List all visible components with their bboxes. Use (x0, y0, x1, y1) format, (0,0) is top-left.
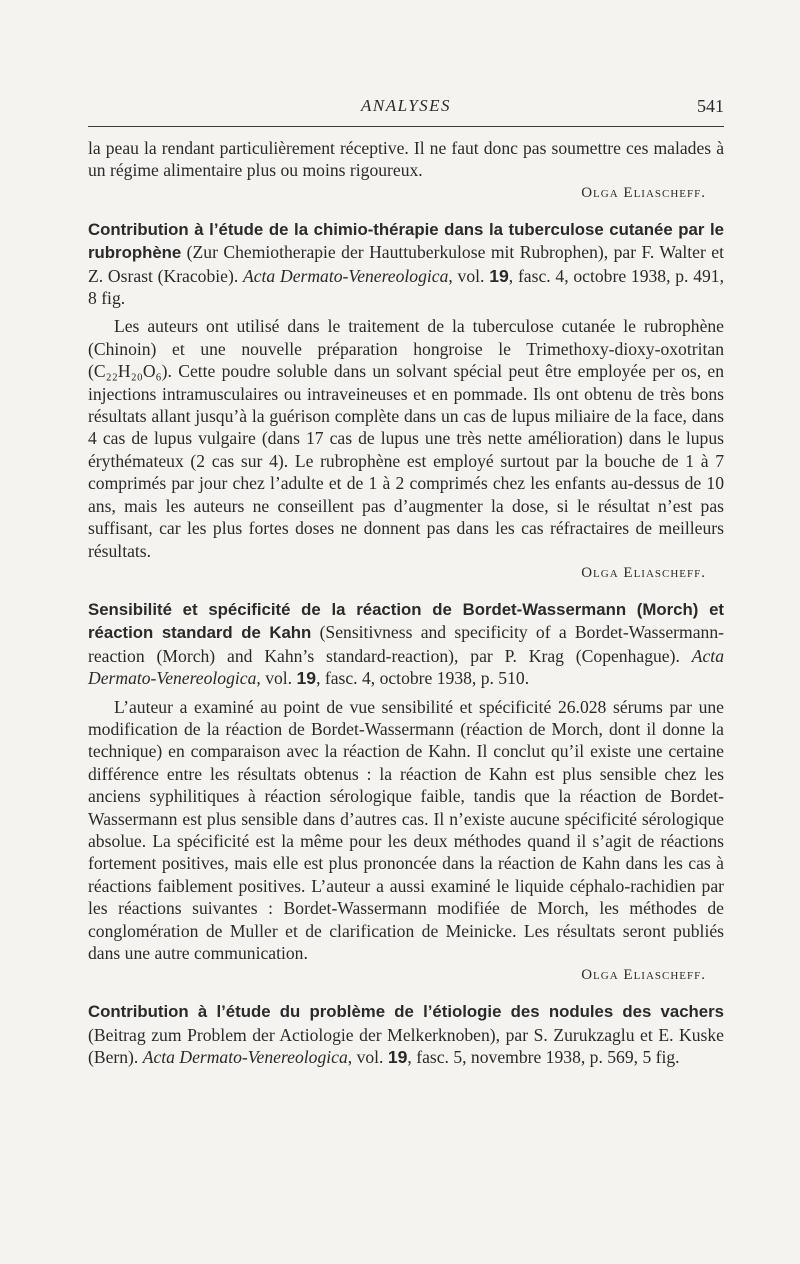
journal-name: Acta Dermato-Venereologica (88, 645, 724, 689)
article-title: Sensibilité et spécificité de la réaction de Bordet-Wassermann (Morch) et réaction standard de Kahn (88, 599, 724, 643)
page (88, 92, 724, 1069)
article-2 (88, 598, 724, 987)
article-title: Contribution à l’étude de la chimio-thérapie dans la tuberculose cutanée par le rubrophène (88, 219, 724, 263)
citation-text: , vol. (256, 668, 297, 689)
running-title: ANALYSES (360, 96, 452, 115)
volume-number: 19 (387, 1047, 408, 1068)
article-heading (88, 1000, 724, 1068)
journal-name: Acta Dermato-Venereologica (142, 1047, 348, 1068)
page-number: 541 (697, 96, 724, 116)
citation-text: , fasc. 4, octobre 1938, p. 491, 8 fig. (88, 265, 724, 309)
volume-number: 19 (489, 265, 509, 286)
article-3 (88, 1000, 724, 1068)
article-1 (88, 218, 724, 584)
article-heading (88, 218, 724, 310)
article-citation: (Beitrag zum Problem der Actiologie der Melkerknoben), par S. Zurukzaglu et E. Kuske (Bern). (88, 1024, 724, 1068)
citation-text: , fasc. 4, octobre 1938, p. 510. (316, 668, 530, 689)
signature: Olga Eliascheff. (581, 564, 706, 581)
article-citation: (Sensitivness and specificity of a Bordet-Wassermann-reaction (Morch) and Kahn’s standard-reaction), par P. Krag (Copenhague). (88, 622, 724, 666)
citation-text: , fasc. 5, novembre 1938, p. 569, 5 fig. (407, 1047, 680, 1068)
citation-text: , vol. (347, 1047, 388, 1068)
signature: Olga Eliascheff. (581, 184, 706, 201)
article-body: Les auteurs ont utilisé dans le traitement de la tuberculose cutanée le rubrophène (Chinoin) et une nouvelle préparation hongroise le Trimethoxy-dioxy-oxotritan (C₂₂H₂₀O₆). Cette poudre soluble dans un solvant spécial peut être employée per os, en injections intramusculaires ou intraveineuses et en pommade. Ils ont obtenu de très bons résultats allant jusqu’à la guérison complète dans un cas de lupus miliaire de la face, dans 4 cas de lupus vulgaire (dans 17 cas de lupus une très nette amélioration) dans le lupus érythémateux (2 cas sur 4). Le rubrophène est employé surtout par la bouche de 1 à 7 comprimés par jour chez l’adulte et de 1 à 2 comprimés chez les enfants au-dessus de 10 ans, mais les auteurs ne conseillent pas d’augmenter la dose, si le résultat n’est pas suffisant, car les plus fortes doses ne donnent pas dans les cas réfractaires de meilleurs résultats. (88, 316, 724, 561)
volume-number: 19 (296, 668, 317, 689)
article-heading (88, 598, 724, 690)
signature: Olga Eliascheff. (581, 967, 706, 984)
header-rule (88, 126, 724, 127)
running-head (88, 92, 724, 120)
journal-name: Acta Dermato-Venereologica (242, 265, 449, 286)
citation-text: , vol. (448, 265, 490, 286)
article-citation: (Zur Chemiotherapie der Hauttuberkulose mit Rubrophen), par F. Walter et Z. Osrast (Kracobie). (88, 242, 724, 286)
intro-paragraph: la peau la rendant particulièrement réceptive. Il ne faut donc pas soumettre ces malades à un régime alimentaire plus ou moins rigoureux. (88, 138, 724, 181)
article-body: L’auteur a examiné au point de vue sensibilité et spécificité 26.028 sérums par une modification de la réaction de Bordet-Wassermann (réaction de Morch, dont il donne la technique) en comparaison avec la réaction de Kahn. Il conclut qu’il existe une certaine différence entre les résultats obtenus : la réaction de Kahn est plus sensible chez les anciens syphilitiques à réaction sérologique faible, tandis que la réaction de Bordet-Wassermann est plus sensible dans d’autres cas. Il n’existe aucune spécificité sérologique absolue. La spécificité est la même pour les deux méthodes quand il s’agit de réactions fortement positives, mais elle est plus prononcée dans la réaction de Kahn dans les cas à réactions faiblement positives. L’auteur a aussi examiné le liquide céphalo-rachidien par les réactions suivantes : Bordet-Wassermann modifiée de Morch, les méthodes de conglomération de Muller et de clarification de Meinicke. Les résultats seront publiés dans une autre communication. (88, 696, 724, 963)
article-title: Contribution à l’étude du problème de l’étiologie des nodules des vachers (88, 1002, 724, 1022)
